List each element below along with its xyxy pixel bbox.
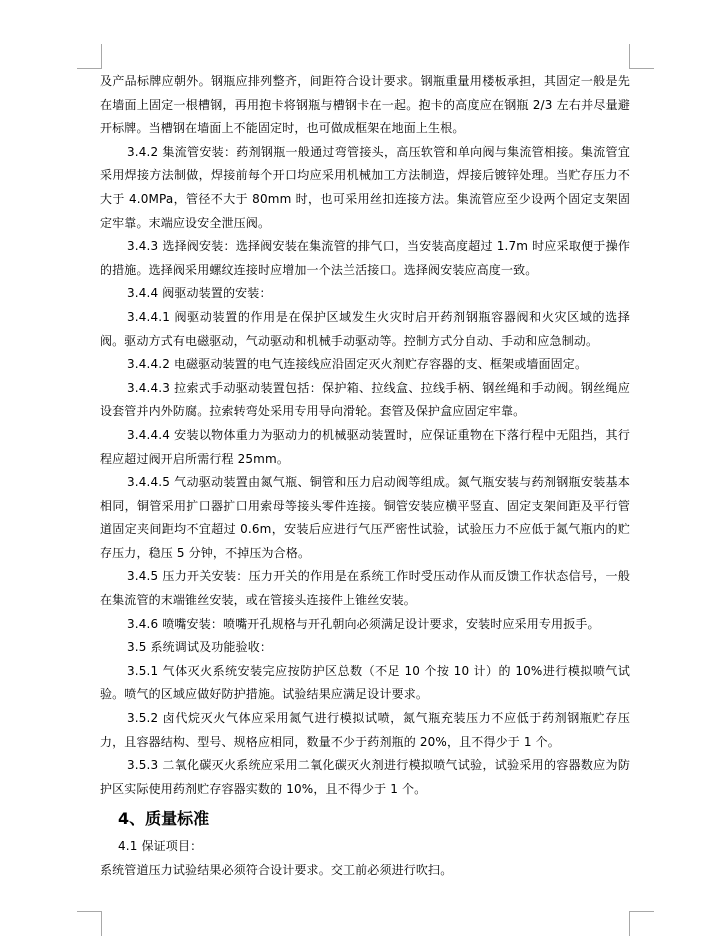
crop-mark-bottom-right bbox=[629, 911, 654, 936]
section-heading: 4、质量标准 bbox=[118, 809, 210, 829]
crop-mark-top-right bbox=[629, 44, 654, 69]
paragraph-3-4-6: 3.4.6 喷嘴安装：喷嘴开孔规格与开孔朝向必须满足设计要求，安装时应采用专用扳手。 bbox=[127, 616, 600, 631]
paragraph-3-4-2: 3.4.2 集流管安装：药剂钢瓶一般通过弯管接头，高压软管和单向阀与集流管相接。集流管宜采用焊接方法制做，焊接前每个开口均应采用机械加工方法制造，焊接后镀锌处理。当贮存压力不大于 4.0MPa，管径不大于 80mm 时，也可采用丝扣连接方法。集流管应至少设两个固定支架固定牢靠。末端应设安全泄压阀。 bbox=[100, 144, 630, 230]
paragraph-3-4-4-1: 3.4.4.1 阀驱动装置的作用是在保护区域发生火灾时启开药剂钢瓶容器阀和火灾区域的选择阀。驱动方式有电磁驱动，气动驱动和机械手动驱动等。控制方式分自动、手动和应急制动。 bbox=[100, 309, 630, 348]
paragraph-3-4-4-5: 3.4.4.5 气动驱动装置由氮气瓶、铜管和压力启动阀等组成。氮气瓶安装与药剂钢瓶安装基本相同，铜管采用扩口器扩口用索母等接头零件连接。铜管安装应横平竖直、固定支架间距及平行管道固定夹间距均不宜超过 0.6m，安装后应进行气压严密性试验，试验压力不应低于氮气瓶内的贮存压力，稳压 5 分钟，不掉压为合格。 bbox=[100, 475, 630, 560]
paragraph-3-5-3: 3.5.3 二氧化碳灭火系统应采用二氧化碳灭火剂进行模拟喷气试验，试验采用的容器数应为防护区实际使用药剂贮存容器实数的 10%，且不得少于 1 个。 bbox=[100, 758, 630, 796]
section-body: 系统管道压力试验结果必须符合设计要求。交工前必须进行吹扫。 bbox=[100, 863, 453, 877]
section-subheading: 4.1 保证项目： bbox=[118, 839, 203, 854]
paragraph-3-4-4-3: 3.4.4.3 拉索式手动驱动装置包括：保护箱、拉线盒、拉线手柄、钢丝绳和手动阀。钢丝绳应设套管并内外防腐。拉索转弯处采用专用导向滑轮。套管及保护盒应固定牢靠。 bbox=[100, 380, 630, 419]
paragraph-3-5-1: 3.5.1 气体灭火系统安装完应按防护区总数（不足 10 个按 10 计）的 10%进行模拟喷气试验。喷气的区域应做好防护措施。试验结果应满足设计要求。 bbox=[100, 663, 630, 702]
crop-mark-top-left bbox=[77, 44, 102, 69]
paragraph-continuation: 及产品标牌应朝外。钢瓶应排列整齐，间距符合设计要求。钢瓶重量用楼板承担，其固定一般是先在墙面上固定一根槽钢，再用抱卡将钢瓶与槽钢卡在一起。抱卡的高度应在钢瓶 2/3 左右并尽量避开标牌。当槽钢在墙面上不能固定时，也可做成框架在地面上生根。 bbox=[100, 74, 630, 136]
paragraph-3-5-2: 3.5.2 卤代烷灭火气体应采用氮气进行模拟试喷，氮气瓶充装压力不应低于药剂钢瓶贮存压力，且容器结构、型号、规格应相同，数量不少于药剂瓶的 20%，且不得少于 1 个。 bbox=[100, 711, 630, 749]
crop-mark-bottom-left bbox=[77, 911, 102, 936]
paragraph-3-4-4-2: 3.4.4.2 电磁驱动装置的电气连接线应沿固定灭火剂贮存容器的支、框架或墙面固定。 bbox=[127, 357, 588, 372]
paragraph-3-4-4: 3.4.4 阀驱动装置的安装： bbox=[127, 286, 272, 301]
document-body bbox=[100, 70, 630, 883]
paragraph-3-5: 3.5 系统调试及功能验收： bbox=[127, 640, 272, 655]
paragraph-3-4-3: 3.4.3 选择阀安装：选择阀安装在集流管的排气口，当安装高度超过 1.7m 时应采取便于操作的措施。选择阀采用螺纹连接时应增加一个法兰活接口。选择阀安装应高度一致。 bbox=[100, 239, 630, 277]
paragraph-3-4-4-4: 3.4.4.4 安装以物体重力为驱动力的机械驱动装置时，应保证重物在下落行程中无阻挡，其行程应超过阀开启所需行程 25mm。 bbox=[100, 427, 630, 466]
paragraph-3-4-5: 3.4.5 压力开关安装：压力开关的作用是在系统工作时受压动作从而反馈工作状态信号，一般在集流管的末端锥丝安装，或在管接头连接件上锥丝安装。 bbox=[100, 569, 630, 608]
